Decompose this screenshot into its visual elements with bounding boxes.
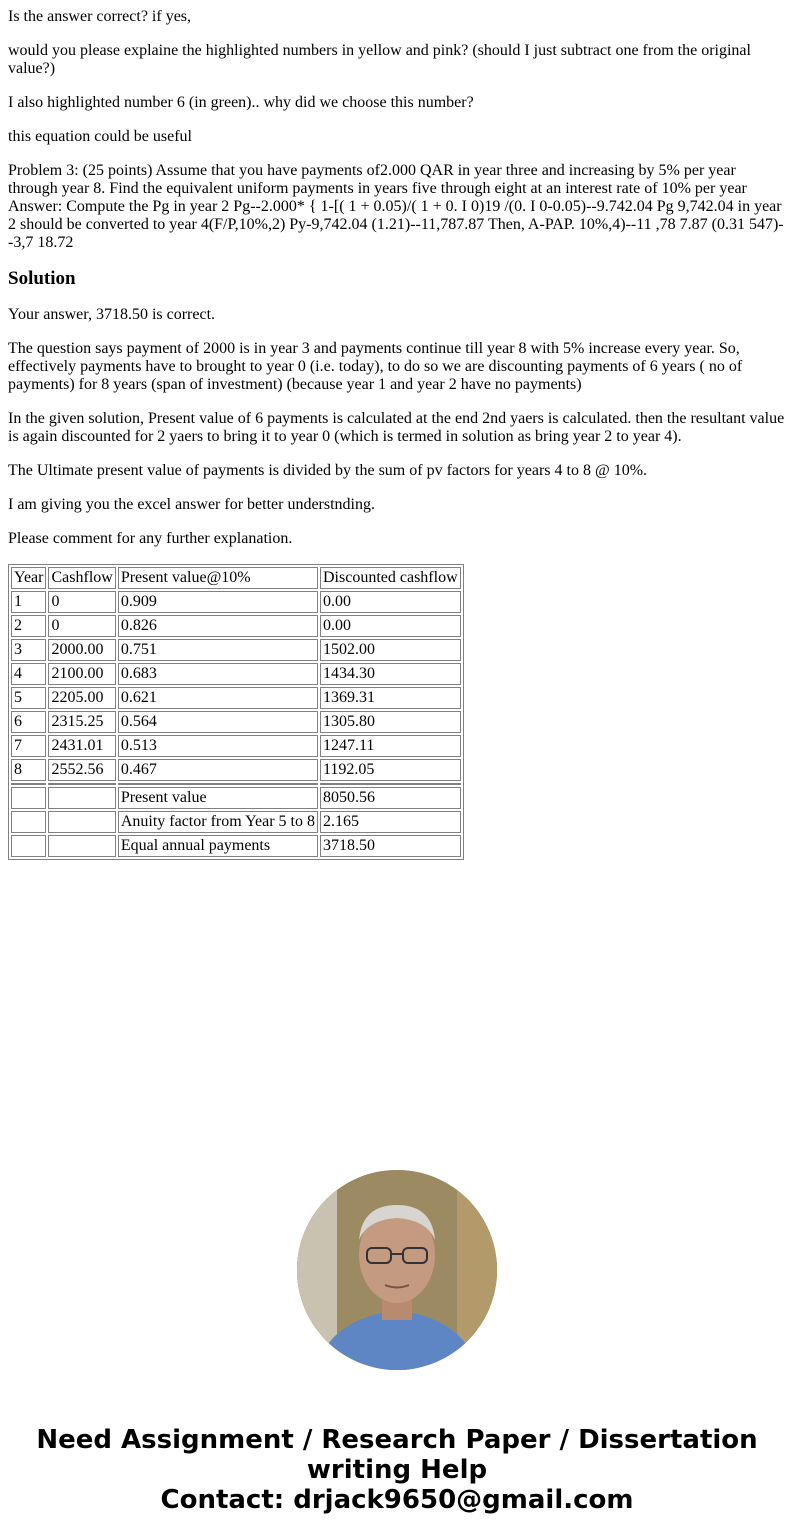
table-cell: Discounted cashflow <box>320 567 461 589</box>
table-cell: 1 <box>11 591 46 613</box>
question-text: Is the answer correct? if yes, <box>8 8 192 25</box>
table-cell: 2431.01 <box>48 735 115 757</box>
question-text: would you please explaine the highlighted numbers in yellow and pink? (should I just subtract one from the original value?) <box>8 42 751 77</box>
table-cell: 0.513 <box>118 735 318 757</box>
table-cell: 1502.00 <box>320 639 461 661</box>
table-cell: 3 <box>11 639 46 661</box>
table-cell: Present value <box>118 787 318 809</box>
table-summary-row <box>11 787 461 809</box>
table-cell: 2.165 <box>320 811 461 833</box>
table-header-row <box>11 567 461 589</box>
table-cell: 0.621 <box>118 687 318 709</box>
table-cell <box>48 783 115 785</box>
table-row <box>11 591 461 613</box>
table-cell: Year <box>11 567 46 589</box>
table-cell <box>11 783 46 785</box>
table-cell <box>118 783 318 785</box>
avatar <box>297 1170 497 1370</box>
solution-text: The question says payment of 2000 is in year 3 and payments continue till year 8 with 5% increase every year. So, effectively payments have to brought to year 0 (i.e. today), to do so we are discounting payments of 6 years ( no of payments) for 8 years (span of investment) (because year 1 and year 2 have no payments) <box>8 340 743 393</box>
table-cell: 2552.56 <box>48 759 115 781</box>
table-cell: 1192.05 <box>320 759 461 781</box>
table-row <box>11 687 461 709</box>
table-cell: 0.00 <box>320 615 461 637</box>
table-cell <box>48 787 115 809</box>
footer-banner <box>8 1425 786 1515</box>
table-cell: 2000.00 <box>48 639 115 661</box>
table-cell: Equal annual payments <box>118 835 318 857</box>
table-cell: Anuity factor from Year 5 to 8 <box>118 811 318 833</box>
table-cell: 0.564 <box>118 711 318 733</box>
table-cell <box>11 811 46 833</box>
table-cell: Present value@10% <box>118 567 318 589</box>
solution-text: Please comment for any further explanation. <box>8 530 293 547</box>
table-row <box>11 615 461 637</box>
table-row <box>11 639 461 661</box>
table-cell: 2315.25 <box>48 711 115 733</box>
table-summary-row <box>11 811 461 833</box>
cashflow-table <box>8 564 464 860</box>
footer-contact: Contact: drjack9650@gmail.com <box>160 1485 634 1515</box>
table-cell: 5 <box>11 687 46 709</box>
table-cell: 2205.00 <box>48 687 115 709</box>
table-cell: 0.00 <box>320 591 461 613</box>
table-row <box>11 711 461 733</box>
question-text: this equation could be useful <box>8 128 192 145</box>
footer-help-text: Need Assignment / Research Paper / Dissertation writing Help <box>36 1425 758 1485</box>
solution-text: The Ultimate present value of payments is divided by the sum of pv factors for years 4 to 8 @ 10%. <box>8 462 648 479</box>
table-separator-row <box>11 783 461 785</box>
table-cell: 1247.11 <box>320 735 461 757</box>
table-cell: 0.751 <box>118 639 318 661</box>
table-cell: 2 <box>11 615 46 637</box>
problem-statement: Problem 3: (25 points) Assume that you have payments of2.000 QAR in year three and increasing by 5% per year through year 8. Find the equivalent uniform payments in years five through eight at an interest rate of 10% per year Answer: Compute the Pg in year 2 Pg--2.000* { 1-[( 1 + 0.05)/( 1 + 0. I 0)19 /(0. I 0-0.05)--9.742.04 Pg 9,742.04 in year 2 should be converted to year 4(F/P,10%,2) Py-9,742.04 (1.21)--11,787.87 Then, A-PAP. 10%,4)--11 ,78 7.87 (0.31 547)--3,7 18.72 <box>8 162 784 251</box>
table-cell: 0 <box>48 615 115 637</box>
table-cell: 0.909 <box>118 591 318 613</box>
solution-text: Your answer, 3718.50 is correct. <box>8 306 216 323</box>
table-cell: 1434.30 <box>320 663 461 685</box>
solution-text: In the given solution, Present value of 6 payments is calculated at the end 2nd yaers is calculated. then the resultant value is again discounted for 2 yaers to bring it to year 0 (which is termed in solution as bring year 2 to year 4). <box>8 410 785 445</box>
table-cell: 0 <box>48 591 115 613</box>
table-cell: 2100.00 <box>48 663 115 685</box>
table-cell: 8 <box>11 759 46 781</box>
table-cell: 1305.80 <box>320 711 461 733</box>
table-cell: 0.826 <box>118 615 318 637</box>
table-cell: 0.467 <box>118 759 318 781</box>
table-cell <box>320 783 461 785</box>
table-cell: 8050.56 <box>320 787 461 809</box>
table-cell <box>11 835 46 857</box>
table-cell: 7 <box>11 735 46 757</box>
table-cell <box>48 811 115 833</box>
table-cell: 4 <box>11 663 46 685</box>
person-photo-icon <box>297 1170 497 1370</box>
table-row <box>11 663 461 685</box>
table-cell <box>11 787 46 809</box>
table-row <box>11 759 461 781</box>
solution-heading: Solution <box>8 268 76 289</box>
table-cell: 6 <box>11 711 46 733</box>
table-cell: Cashflow <box>48 567 115 589</box>
table-cell <box>48 835 115 857</box>
table-cell: 3718.50 <box>320 835 461 857</box>
table-cell: 1369.31 <box>320 687 461 709</box>
table-cell: 0.683 <box>118 663 318 685</box>
question-text: I also highlighted number 6 (in green).. why did we choose this number? <box>8 94 474 111</box>
solution-text: I am giving you the excel answer for better understnding. <box>8 496 375 513</box>
table-summary-row <box>11 835 461 857</box>
table-row <box>11 735 461 757</box>
